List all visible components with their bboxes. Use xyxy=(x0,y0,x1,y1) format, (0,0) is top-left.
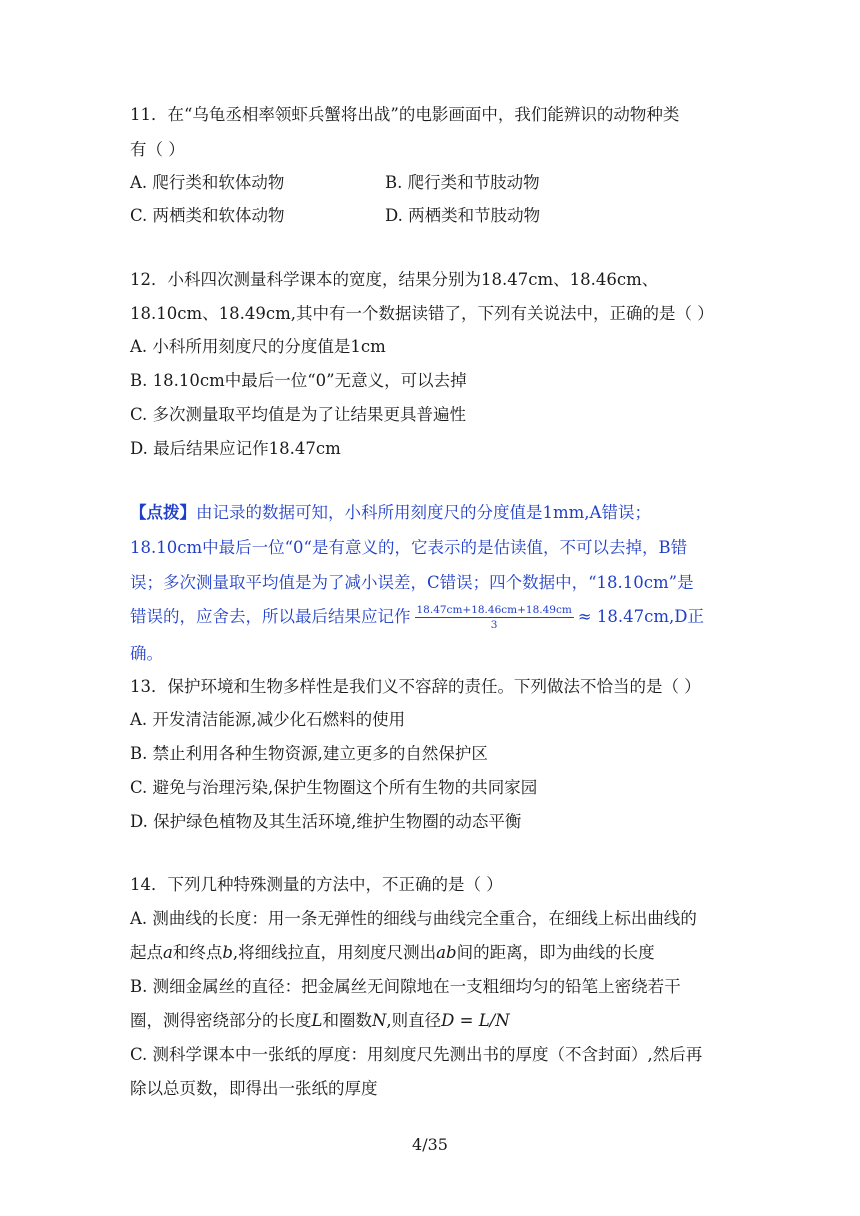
var-ab: ab xyxy=(436,943,457,962)
q11-option-a: A. 爬行类和软体动物 xyxy=(130,173,285,192)
q14-option-b-line1: B. 测细金属丝的直径：把金属丝无间隙地在一支粗细均匀的铅笔上密绕若干 xyxy=(130,977,681,996)
q11-option-d: D. 两栖类和节肢动物 xyxy=(385,206,541,225)
tip-line4-suffix: ≈ 18.47cm,D正 xyxy=(577,607,704,626)
text-segment: ,则直径 xyxy=(386,1011,442,1030)
text-segment: 和终点 xyxy=(172,943,223,962)
fraction-numerator: 18.47cm+18.46cm+18.49cm xyxy=(416,604,572,616)
q12-stem-line1: 12．小科四次测量科学课本的宽度，结果分别为18.47cm、18.46cm、 xyxy=(130,270,659,289)
tip-line2: 18.10cm中最后一位“0“是有意义的，它表示的是估读值，不可以去掉，B错 xyxy=(130,538,688,557)
average-fraction xyxy=(415,604,574,631)
q12-option-b: B. 18.10cm中最后一位“0”无意义，可以去掉 xyxy=(130,371,467,390)
var-L: L xyxy=(311,1011,323,1030)
tip-text-1: 由记录的数据可知，小科所用刻度尺的分度值是1mm,A错误； xyxy=(196,503,651,522)
var-N: N xyxy=(371,1011,387,1030)
q13-option-a: A. 开发清洁能源,减少化石燃料的使用 xyxy=(130,710,406,729)
q14-stem: 14．下列几种特殊测量的方法中，不正确的是（ ） xyxy=(130,875,503,894)
q14-option-c-line2: 除以总页数，即得出一张纸的厚度 xyxy=(130,1079,378,1098)
q12-stem-line2: 18.10cm、18.49cm,其中有一个数据读错了，下列有关说法中，正确的是（ ） xyxy=(130,304,714,323)
tip-line1 xyxy=(130,502,651,524)
q14-option-c-line1: C. 测科学课本中一张纸的厚度：用刻度尺先测出书的厚度（不含封面）,然后再 xyxy=(130,1045,703,1064)
text-segment: 起点 xyxy=(130,943,163,962)
q13-stem: 13．保护环境和生物多样性是我们义不容辞的责任。下列做法不恰当的是（ ） xyxy=(130,677,701,696)
var-a: a xyxy=(163,943,173,962)
page-number: 4/35 xyxy=(412,1135,448,1154)
q14-option-a-line2 xyxy=(130,942,655,964)
tip-line4 xyxy=(130,604,704,631)
text-segment: ,将细线拉直，用刻度尺测出 xyxy=(232,943,437,962)
tip-line4-prefix: 错误的，应舍去，所以最后结果应记作 xyxy=(130,607,411,626)
text-segment: 和圈数 xyxy=(322,1011,372,1030)
q12-option-d: D. 最后结果应记作18.47cm xyxy=(130,439,341,458)
tip-label: 【点拨】 xyxy=(130,503,196,522)
diameter-formula: D = L/N xyxy=(441,1011,510,1030)
q13-option-b: B. 禁止利用各种生物资源,建立更多的自然保护区 xyxy=(130,744,488,763)
q14-option-b-line2 xyxy=(130,1010,510,1032)
q12-option-a: A. 小科所用刻度尺的分度值是1cm xyxy=(130,337,386,356)
q11-option-c: C. 两栖类和软体动物 xyxy=(130,206,285,225)
q13-option-d: D. 保护绿色植物及其生活环境,维护生物圈的动态平衡 xyxy=(130,812,522,831)
q11-option-b: B. 爬行类和节肢动物 xyxy=(385,173,540,192)
tip-line3: 误；多次测量取平均值是为了减小误差，C错误；四个数据中，“18.10cm”是 xyxy=(130,573,694,592)
q11-stem-line1: 11．在“乌龟丞相率领虾兵蟹将出战”的电影画面中，我们能辨识的动物种类 xyxy=(130,105,680,124)
fraction-denominator: 3 xyxy=(490,619,498,631)
q12-option-c: C. 多次测量取平均值是为了让结果更具普遍性 xyxy=(130,405,467,424)
text-segment: 间的距离，即为曲线的长度 xyxy=(456,943,655,962)
q13-option-c: C. 避免与治理污染,保护生物圈这个所有生物的共同家园 xyxy=(130,778,538,797)
tip-line5: 确。 xyxy=(130,644,163,663)
q11-stem-line2: 有（ ） xyxy=(130,140,185,159)
text-segment: 圈，测得密绕部分的长度 xyxy=(130,1011,312,1030)
var-b: b xyxy=(222,943,233,962)
q14-option-a-line1: A. 测曲线的长度：用一条无弹性的细线与曲线完全重合，在细线上标出曲线的 xyxy=(130,909,697,928)
